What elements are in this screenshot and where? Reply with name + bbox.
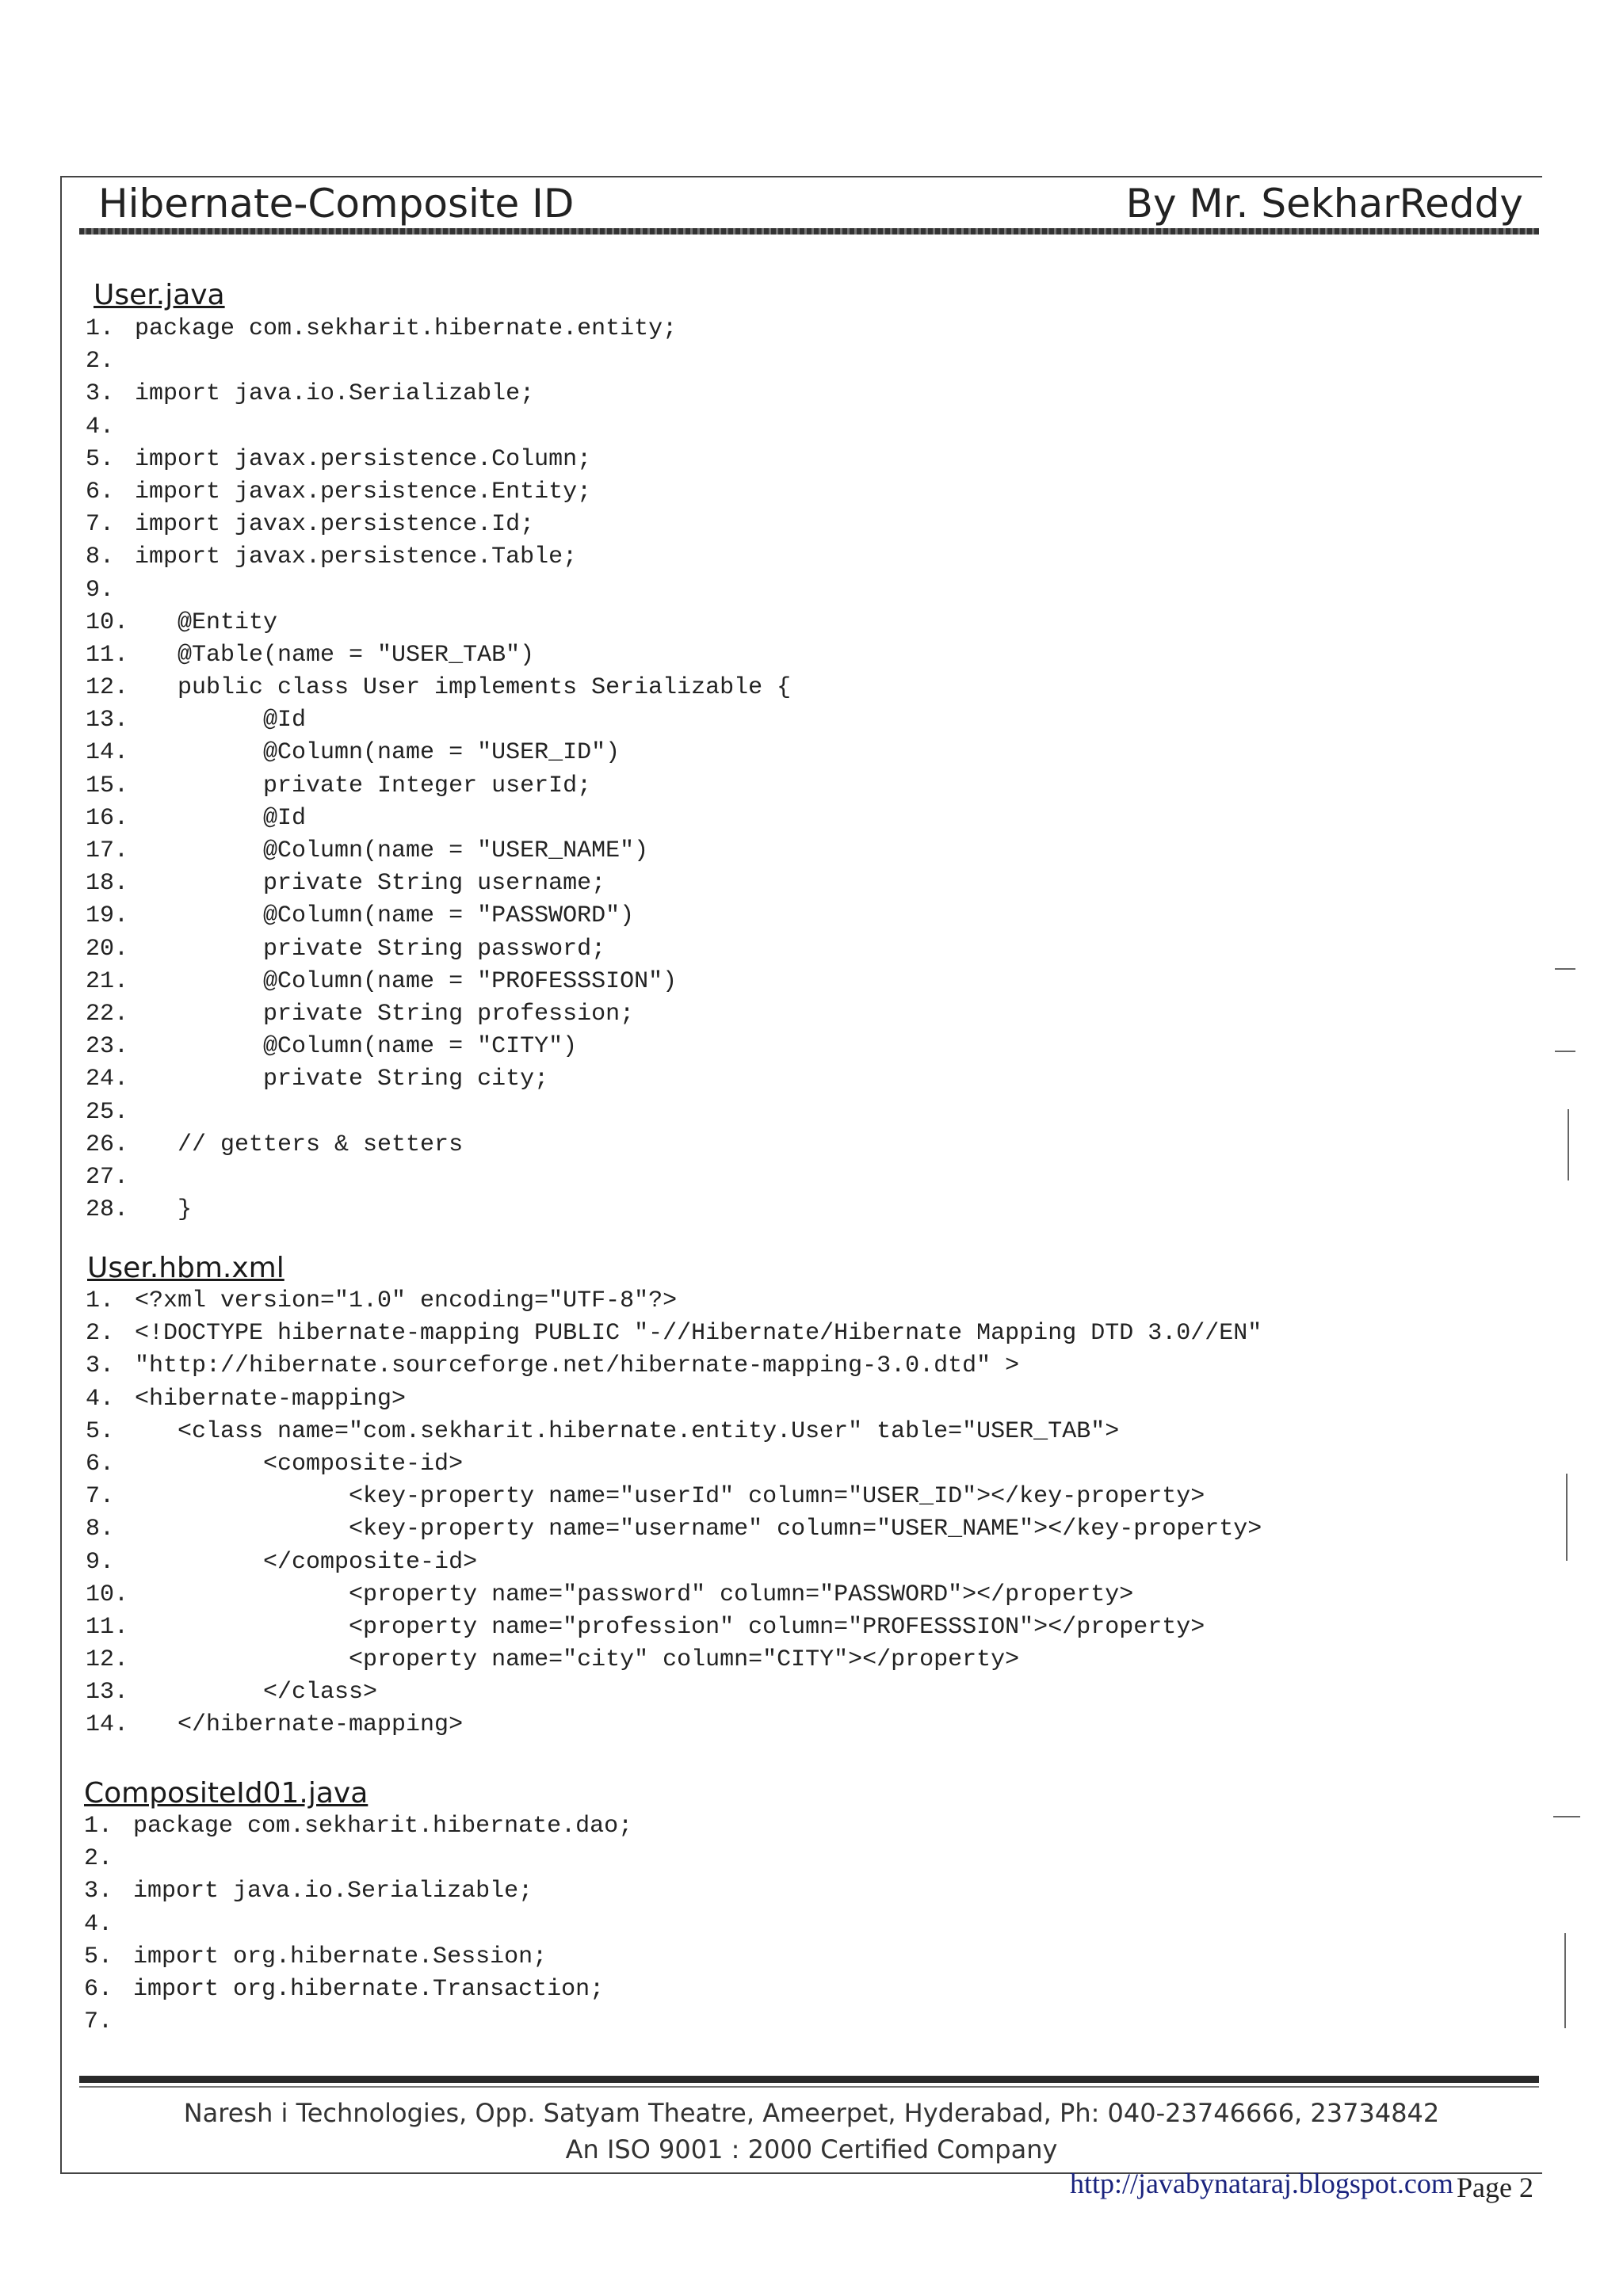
margin-mark [1555,968,1575,970]
code-line [86,345,791,378]
code-line [86,770,791,803]
code-line [86,411,791,444]
code-text: package com.sekharit.hibernate.dao; [133,1813,633,1840]
footer-address: Naresh i Technologies, Opp. Satyam Theatre, Ameerpet, Hyderabad, Ph: 040-23746666, 23734842 [183,2098,1440,2128]
code-line [86,1448,1262,1481]
code-line [86,672,791,704]
line-number: 10. [86,1581,129,1608]
code-text: private String username; [135,870,606,898]
code-text: import javax.persistence.Id; [135,511,535,539]
line-number: 1. [86,1287,115,1314]
page-header [79,176,1537,231]
line-number: 11. [86,1613,129,1641]
section-title-user-java: User.java [94,279,225,311]
code-text: @Column(name = "CITY") [135,1033,578,1061]
code-text: import javax.persistence.Entity; [135,478,592,505]
line-number: 16. [86,804,129,832]
line-number: 22. [86,1000,129,1028]
code-text: // getters & setters [135,1131,464,1158]
code-line [86,704,791,737]
code-text: <!DOCTYPE hibernate-mapping PUBLIC "-//Hibernate/Hibernate Mapping DTD 3.0//EN" [135,1320,1262,1348]
code-line [86,574,791,607]
line-number: 5. [84,1943,113,1970]
code-line [84,1875,632,1908]
line-number: 20. [86,935,129,963]
code-text: <key-property name="username" column="USER_NAME"></key-property> [135,1516,1262,1543]
line-number: 7. [84,2008,113,2036]
line-number: 10. [86,608,129,636]
code-line [86,639,791,672]
line-number: 9. [86,1548,115,1576]
code-line [86,1063,791,1096]
code-line [86,1547,1262,1579]
code-line [86,1383,1262,1416]
code-text: </composite-id> [135,1548,478,1576]
code-line [86,476,791,509]
code-line [86,1350,1262,1383]
code-text: import java.io.Serializable; [133,1878,533,1905]
line-number: 2. [86,348,115,376]
margin-mark [1553,1816,1580,1817]
footer-certification: An ISO 9001 : 2000 Certified Company [565,2134,1058,2164]
line-number: 6. [86,478,115,505]
code-line [86,1481,1262,1513]
page-number: Page 2 [1457,2172,1533,2203]
line-number: 7. [86,511,115,539]
line-number: 14. [86,1711,129,1739]
line-number: 13. [86,1679,129,1707]
code-line [86,1194,791,1226]
line-number: 25. [86,1098,129,1126]
line-number: 13. [86,707,129,734]
code-text: <?xml version="1.0" encoding="UTF-8"?> [135,1287,678,1314]
line-number: 3. [86,380,115,408]
line-number: 2. [86,1320,115,1348]
line-number: 5. [86,445,115,473]
code-line [86,868,791,900]
code-line [86,1285,1262,1318]
code-text: <property name="password" column="PASSWORD"></property> [135,1581,1134,1608]
code-text: "http://hibernate.sourceforge.net/hibernate-mapping-3.0.dtd" > [135,1352,1020,1380]
code-line [86,1318,1262,1350]
code-line [86,378,791,410]
code-line [86,998,791,1031]
footer-divider [79,2076,1539,2083]
code-line [86,1513,1262,1546]
code-line [86,1579,1262,1611]
code-text: public class User implements Serializable { [135,674,792,702]
code-line [86,1644,1262,1676]
line-number: 3. [86,1352,115,1380]
author-credit: By Mr. SekharReddy [1125,181,1523,227]
code-text: import javax.persistence.Column; [135,445,592,473]
code-line [84,1909,632,1941]
line-number: 18. [86,870,129,898]
line-number: 2. [84,1845,113,1873]
code-text: @Id [135,707,307,734]
header-divider [79,228,1539,235]
margin-mark [1566,1474,1568,1561]
footer-divider-thin [79,2086,1539,2088]
line-number: 7. [86,1483,115,1511]
code-line [86,835,791,868]
code-line [86,1676,1262,1709]
line-number: 26. [86,1131,129,1158]
section-title-compositeid01-java: CompositeId01.java [84,1777,369,1810]
code-text: @Table(name = "USER_TAB") [135,641,535,669]
code-line [84,1974,632,2006]
line-number: 8. [86,543,115,571]
footer-url-link[interactable]: http://javabynataraj.blogspot.com [1070,2168,1453,2199]
code-text: <property name="city" column="CITY"></property> [135,1646,1020,1674]
code-text: @Column(name = "USER_NAME") [135,837,649,864]
code-line [86,1097,791,1129]
code-line [84,1843,632,1875]
line-number: 1. [86,315,115,342]
code-text: <composite-id> [135,1450,464,1478]
code-text: @Entity [135,608,278,636]
code-text: private String password; [135,935,606,963]
code-line [84,1810,632,1843]
margin-mark [1555,1051,1575,1052]
code-line [86,1709,1262,1741]
code-line [86,737,791,769]
line-number: 12. [86,674,129,702]
line-number: 15. [86,772,129,799]
code-text: <property name="profession" column="PROFESSSION"></property> [135,1613,1205,1641]
code-line [86,1031,791,1063]
line-number: 21. [86,967,129,995]
section-title-user-hbm-xml: User.hbm.xml [87,1252,285,1284]
page-title: Hibernate-Composite ID [98,181,575,227]
code-text: @Column(name = "USER_ID") [135,739,621,767]
line-number: 17. [86,837,129,864]
code-line [86,966,791,998]
line-number: 4. [84,1910,113,1938]
code-text: import java.io.Serializable; [135,380,535,408]
code-line [86,444,791,476]
line-number: 11. [86,641,129,669]
code-line [86,541,791,574]
line-number: 5. [86,1417,115,1445]
code-line [86,1416,1262,1448]
code-line [86,607,791,639]
code-text: <hibernate-mapping> [135,1385,407,1413]
margin-mark [1564,1933,1566,2028]
code-text: @Id [135,804,307,832]
code-text: package com.sekharit.hibernate.entity; [135,315,678,342]
code-text: private String profession; [135,1000,635,1028]
code-text: <key-property name="userId" column="USER_ID"></key-property> [135,1483,1205,1511]
line-number: 4. [86,413,115,441]
line-number: 4. [86,1385,115,1413]
line-number: 27. [86,1163,129,1191]
code-line [86,933,791,966]
code-text: import org.hibernate.Transaction; [133,1975,605,2003]
line-number: 6. [86,1450,115,1478]
line-number: 23. [86,1033,129,1061]
code-line [86,1129,791,1161]
code-block-compositeid01-java [84,1810,632,2039]
code-text: private Integer userId; [135,772,592,799]
code-text: </hibernate-mapping> [135,1711,464,1739]
line-number: 3. [84,1878,113,1905]
line-number: 12. [86,1646,129,1674]
line-number: 24. [86,1066,129,1093]
code-text: <class name="com.sekharit.hibernate.entity.User" table="USER_TAB"> [135,1417,1120,1445]
code-line [86,313,791,345]
code-line [86,803,791,835]
code-text: private String city; [135,1066,549,1093]
code-block-user-java [86,313,791,1226]
line-number: 6. [84,1975,113,2003]
line-number: 8. [86,1516,115,1543]
code-line [86,1611,1262,1644]
code-text: </class> [135,1679,378,1707]
code-line [86,1161,791,1194]
code-text: @Column(name = "PASSWORD") [135,902,635,930]
code-line [84,1941,632,1974]
line-number: 28. [86,1196,129,1224]
code-text: import javax.persistence.Table; [135,543,578,571]
line-number: 19. [86,902,129,930]
line-number: 9. [86,576,115,604]
line-number: 14. [86,739,129,767]
code-line [84,2006,632,2039]
code-text: } [135,1196,193,1224]
code-text: @Column(name = "PROFESSSION") [135,967,678,995]
code-block-user-hbm-xml [86,1285,1262,1742]
code-line [86,509,791,541]
code-text: import org.hibernate.Session; [133,1943,548,1970]
margin-mark [1568,1109,1569,1180]
line-number: 1. [84,1813,113,1840]
code-line [86,900,791,933]
